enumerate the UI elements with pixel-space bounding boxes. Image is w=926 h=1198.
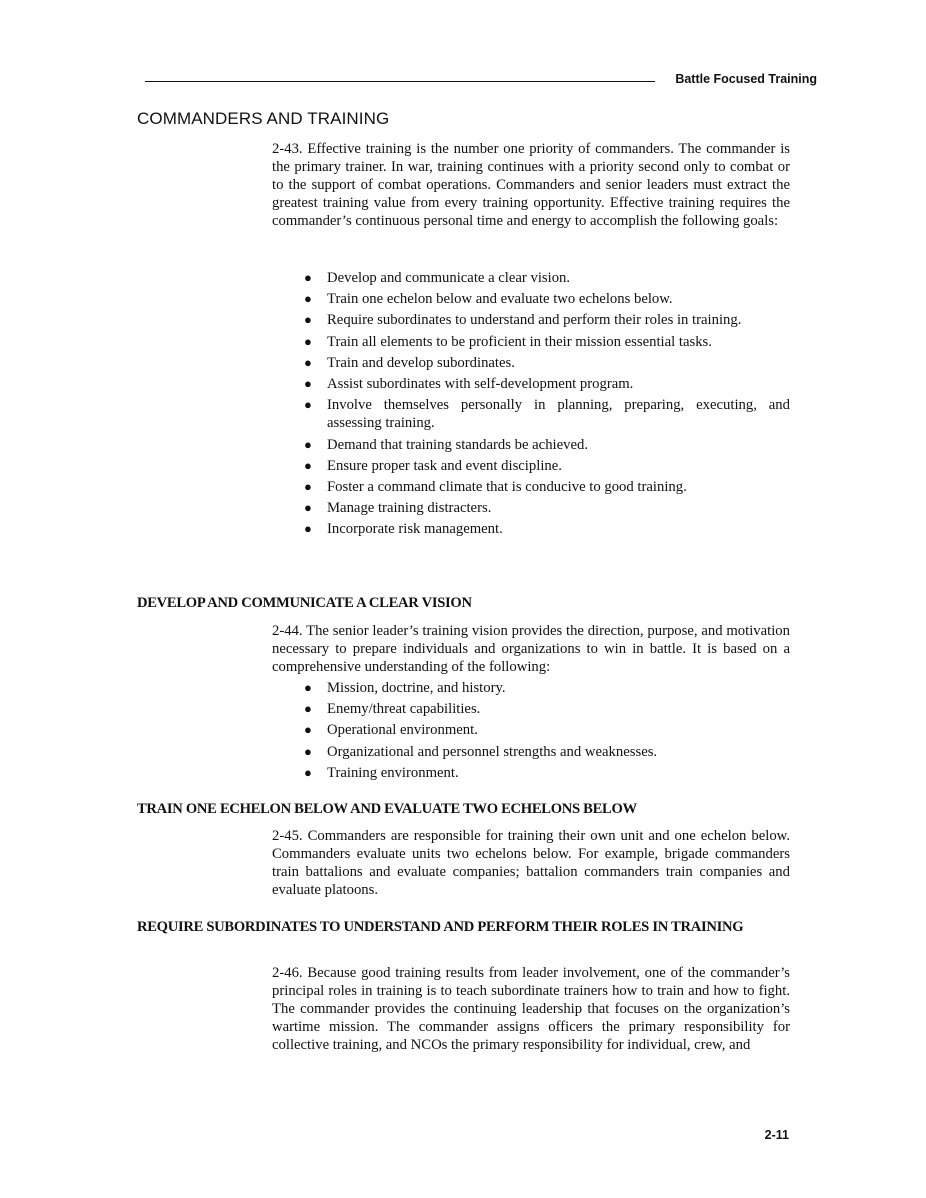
bullet-icon: ●	[304, 479, 312, 495]
list-item-text: Manage training distracters.	[327, 500, 492, 517]
list-item	[272, 290, 790, 308]
bullet-icon: ●	[304, 680, 312, 695]
paragraph-2-46: 2-46. Because good training results from leader involvement, one of the commander’s principal roles in training is to teach subordinate trainers how to train and how to fight. The commander provides the continuing leadership that focuses on the organization’s wartime mission. The commander assigns officers the primary responsibility for collective training, and NCOs the primary responsibility for individual, crew, and	[272, 965, 790, 1054]
bullet-icon: ●	[304, 333, 312, 349]
list-item	[272, 311, 790, 329]
list-item	[272, 396, 790, 432]
page-number: 2-11	[764, 1128, 789, 1142]
bullet-icon: ●	[304, 291, 312, 307]
bullet-icon: ●	[304, 743, 312, 759]
list-item	[272, 721, 790, 739]
bullet-icon: ●	[304, 701, 312, 717]
list-item	[272, 520, 790, 538]
list-item	[272, 499, 790, 517]
goals-list	[272, 269, 790, 542]
list-item	[272, 478, 790, 496]
bullet-icon: ●	[304, 764, 312, 780]
list-item-text: Train and develop subordinates.	[327, 354, 515, 371]
bullet-icon: ●	[304, 376, 312, 392]
list-item	[272, 679, 790, 697]
bullet-icon: ●	[304, 270, 312, 285]
list-item-text: Require subordinates to understand and perform their roles in training.	[327, 312, 742, 329]
list-item-text: Demand that training standards be achieved.	[327, 436, 589, 453]
list-item	[272, 269, 790, 287]
bullet-icon: ●	[304, 722, 312, 738]
list-item-text: Develop and communicate a clear vision.	[327, 270, 571, 286]
list-item-text: Train one echelon below and evaluate two echelons below.	[327, 291, 673, 308]
list-item-text: Operational environment.	[327, 722, 478, 739]
subhead-echelon: TRAIN ONE ECHELON BELOW AND EVALUATE TWO ECHELONS BELOW	[137, 801, 637, 817]
list-item-text: Training environment.	[327, 764, 459, 781]
vision-list	[272, 679, 790, 785]
bullet-icon: ●	[304, 500, 312, 516]
paragraph-2-43: 2-43. Effective training is the number one priority of commanders. The commander is the primary trainer. In war, training continues with a priority second only to combat or to the support of combat operations. Commanders and senior leaders must extract the greatest training value from every training opportunity. Effective training requires the commander’s continuous personal time and energy to accomplish the following goals:	[272, 141, 790, 230]
list-item-text: Incorporate risk management.	[327, 521, 503, 538]
running-header: Battle Focused Training	[675, 72, 817, 86]
bullet-icon: ●	[304, 436, 312, 452]
bullet-icon: ●	[304, 354, 312, 370]
list-item	[272, 700, 790, 718]
list-item	[272, 375, 790, 393]
section-title: COMMANDERS AND TRAINING	[137, 109, 390, 128]
list-item	[272, 436, 790, 454]
list-item-text: Assist subordinates with self-development program.	[327, 376, 634, 393]
list-item-text: Ensure proper task and event discipline.	[327, 457, 562, 474]
list-item-text: Mission, doctrine, and history.	[327, 680, 506, 696]
bullet-icon: ●	[304, 397, 312, 413]
bullet-icon: ●	[304, 457, 312, 473]
list-item	[272, 354, 790, 372]
bullet-icon: ●	[304, 521, 312, 537]
list-item	[272, 743, 790, 761]
list-item-text: Enemy/threat capabilities.	[327, 701, 481, 718]
paragraph-2-44: 2-44. The senior leader’s training vision provides the direction, purpose, and motivation necessary to prepare individuals and organizations to win in battle. It is based on a comprehensive understanding of the following:	[272, 623, 790, 676]
list-item	[272, 457, 790, 475]
subhead-clear-vision: DEVELOP AND COMMUNICATE A CLEAR VISION	[137, 595, 472, 611]
list-item-text: Organizational and personnel strengths and weaknesses.	[327, 743, 658, 760]
list-item	[272, 333, 790, 351]
list-item-text: Involve themselves personally in planning, preparing, executing, and assessing training.	[327, 397, 790, 432]
bullet-icon: ●	[304, 312, 312, 328]
header-rule	[145, 81, 655, 82]
list-item-text: Train all elements to be proficient in their mission essential tasks.	[327, 333, 712, 350]
list-item-text: Foster a command climate that is conducive to good training.	[327, 479, 687, 496]
list-item	[272, 764, 790, 782]
paragraph-2-45: 2-45. Commanders are responsible for training their own unit and one echelon below. Commanders evaluate units two echelons below. For example, brigade commanders train battalions and evaluate companies; battalion commanders train companies and evaluate platoons.	[272, 828, 790, 899]
subhead-roles: REQUIRE SUBORDINATES TO UNDERSTAND AND PERFORM THEIR ROLES IN TRAINING	[137, 919, 744, 935]
